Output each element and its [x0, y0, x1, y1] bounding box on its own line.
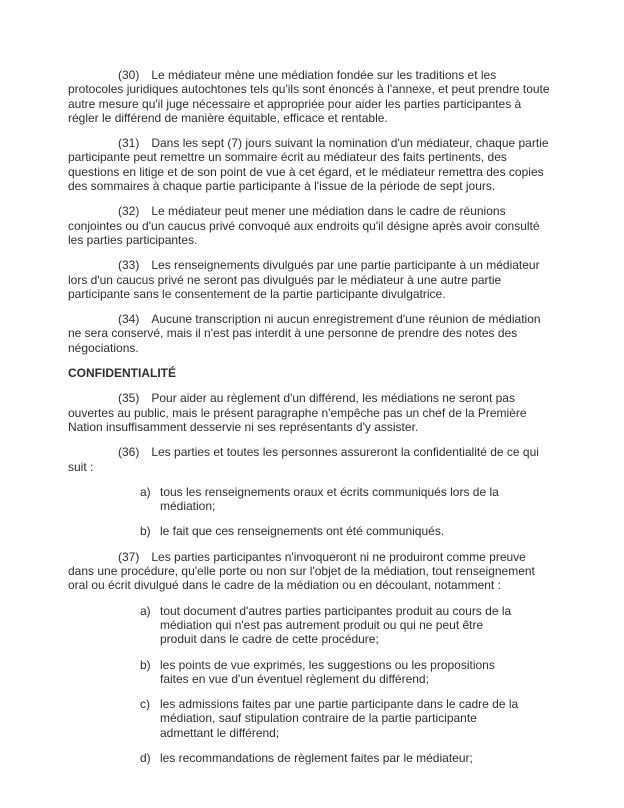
list-item-36-a — [140, 485, 520, 514]
paragraph-30 — [68, 68, 554, 125]
list-item-37-b-marker: b) — [140, 657, 151, 672]
list-item-37-d-text: les recommandations de règlement faites par le médiateur; — [160, 750, 473, 765]
paragraph-32-text: Le médiateur peut mener une médiation dans le cadre de réunions conjointes ou d'un caucus privé convoqué aux endroits qu'il désigne après avoir consulté les parties participantes. — [68, 204, 540, 247]
list-item-37-a-text: tout document d'autres parties participantes produit au cours de la médiation qui n'est pas autrement produit ou qui ne peut être produit dans le cadre de cette procédure; — [160, 603, 512, 647]
paragraph-31-text: Dans les sept (7) jours suivant la nomination d'un médiateur, chaque partie participante peut remettre un sommaire écrit au médiateur des faits pertinents, des questions en litige et de son point de vue à cet égard, et le médiateur remettra des copies des sommaires à chaque partie participante à l'issue de la période de sept jours. — [68, 136, 549, 194]
paragraph-32 — [68, 204, 554, 247]
paragraph-36-number: (36) — [118, 445, 140, 460]
paragraph-31-number: (31) — [118, 136, 140, 151]
list-item-37-d — [140, 751, 520, 765]
list-item-36-b-marker: b) — [140, 524, 151, 539]
list-item-37-d-marker: d) — [140, 750, 151, 765]
list-item-36-b — [140, 524, 520, 538]
paragraph-37-text: Les parties participantes n'invoqueront ni ne produiront comme preuve dans une procédure, qu'elle porte ou non sur l'objet de la médiation, tout renseignement oral ou écrit divulgué dans le cadre de la médiation ou en découlant, notamment : — [68, 549, 535, 593]
list-item-37-c-marker: c) — [140, 697, 150, 712]
list-item-37-c-text: les admissions faites par une partie participante dans le cadre de la médiation, sauf stipulation contraire de la partie participante admettant le différend; — [160, 697, 519, 740]
paragraph-30-number: (30) — [118, 68, 140, 82]
paragraph-35-text: Pour aider au règlement d'un différend, les médiations ne seront pas ouvertes au public, mais le présent paragraphe n'empêche pas un chef de la Première Nation insuffisamment desservie ni ses représentants d'y assister. — [68, 391, 527, 434]
list-item-37-a-marker: a) — [140, 603, 151, 618]
list-item-36-b-text: le fait que ces renseignements ont été communiqués. — [160, 524, 445, 539]
paragraph-35 — [68, 391, 554, 434]
paragraph-36-text: Les parties et toutes les personnes assureront la confidentialité de ce qui suit : — [68, 445, 539, 474]
list-item-36-a-marker: a) — [140, 484, 151, 499]
paragraph-33-number: (33) — [118, 258, 140, 273]
list-item-37-b — [140, 658, 520, 687]
paragraph-34-text: Aucune transcription ni aucun enregistrement d'une réunion de médiation ne sera conservé, mais il n'est pas interdit à une personne de prendre des notes des négociations. — [68, 312, 541, 355]
paragraph-34-number: (34) — [118, 312, 140, 327]
paragraph-30-text: Le médiateur mène une médiation fondée sur les traditions et les protocoles juridiques autochtones tels qu'ils sont énoncés à l'annexe, et peut prendre toute autre mesure qu'il juge nécessaire et appropriée pour aider les parties participantes à régler le différend de manière équitable, efficace et rentable. — [68, 68, 550, 125]
list-item-36-a-text: tous les renseignements oraux et écrits communiqués lors de la médiation; — [160, 484, 499, 514]
list-item-37-a — [140, 604, 520, 647]
paragraph-31 — [68, 136, 554, 193]
paragraph-34 — [68, 312, 554, 355]
paragraph-33 — [68, 258, 554, 301]
paragraph-33-text: Les renseignements divulgués par une partie participante à un médiateur lors d'un caucus privé ne seront pas divulgués par le médiateur à une autre partie participante sans le consentement de la partie participante divulgatrice. — [68, 258, 540, 301]
list-item-37-c — [140, 697, 520, 740]
paragraph-37-number: (37) — [118, 549, 140, 564]
list-item-37-b-text: les points de vue exprimés, les suggestions ou les propositions faites en vue d'un éventuel règlement du différend; — [160, 657, 495, 686]
paragraph-37 — [68, 550, 554, 593]
paragraph-32-number: (32) — [118, 204, 140, 219]
paragraph-36 — [68, 445, 554, 474]
paragraph-35-number: (35) — [118, 391, 140, 406]
section-heading-confidentialite: CONFIDENTIALITÉ — [68, 366, 176, 381]
